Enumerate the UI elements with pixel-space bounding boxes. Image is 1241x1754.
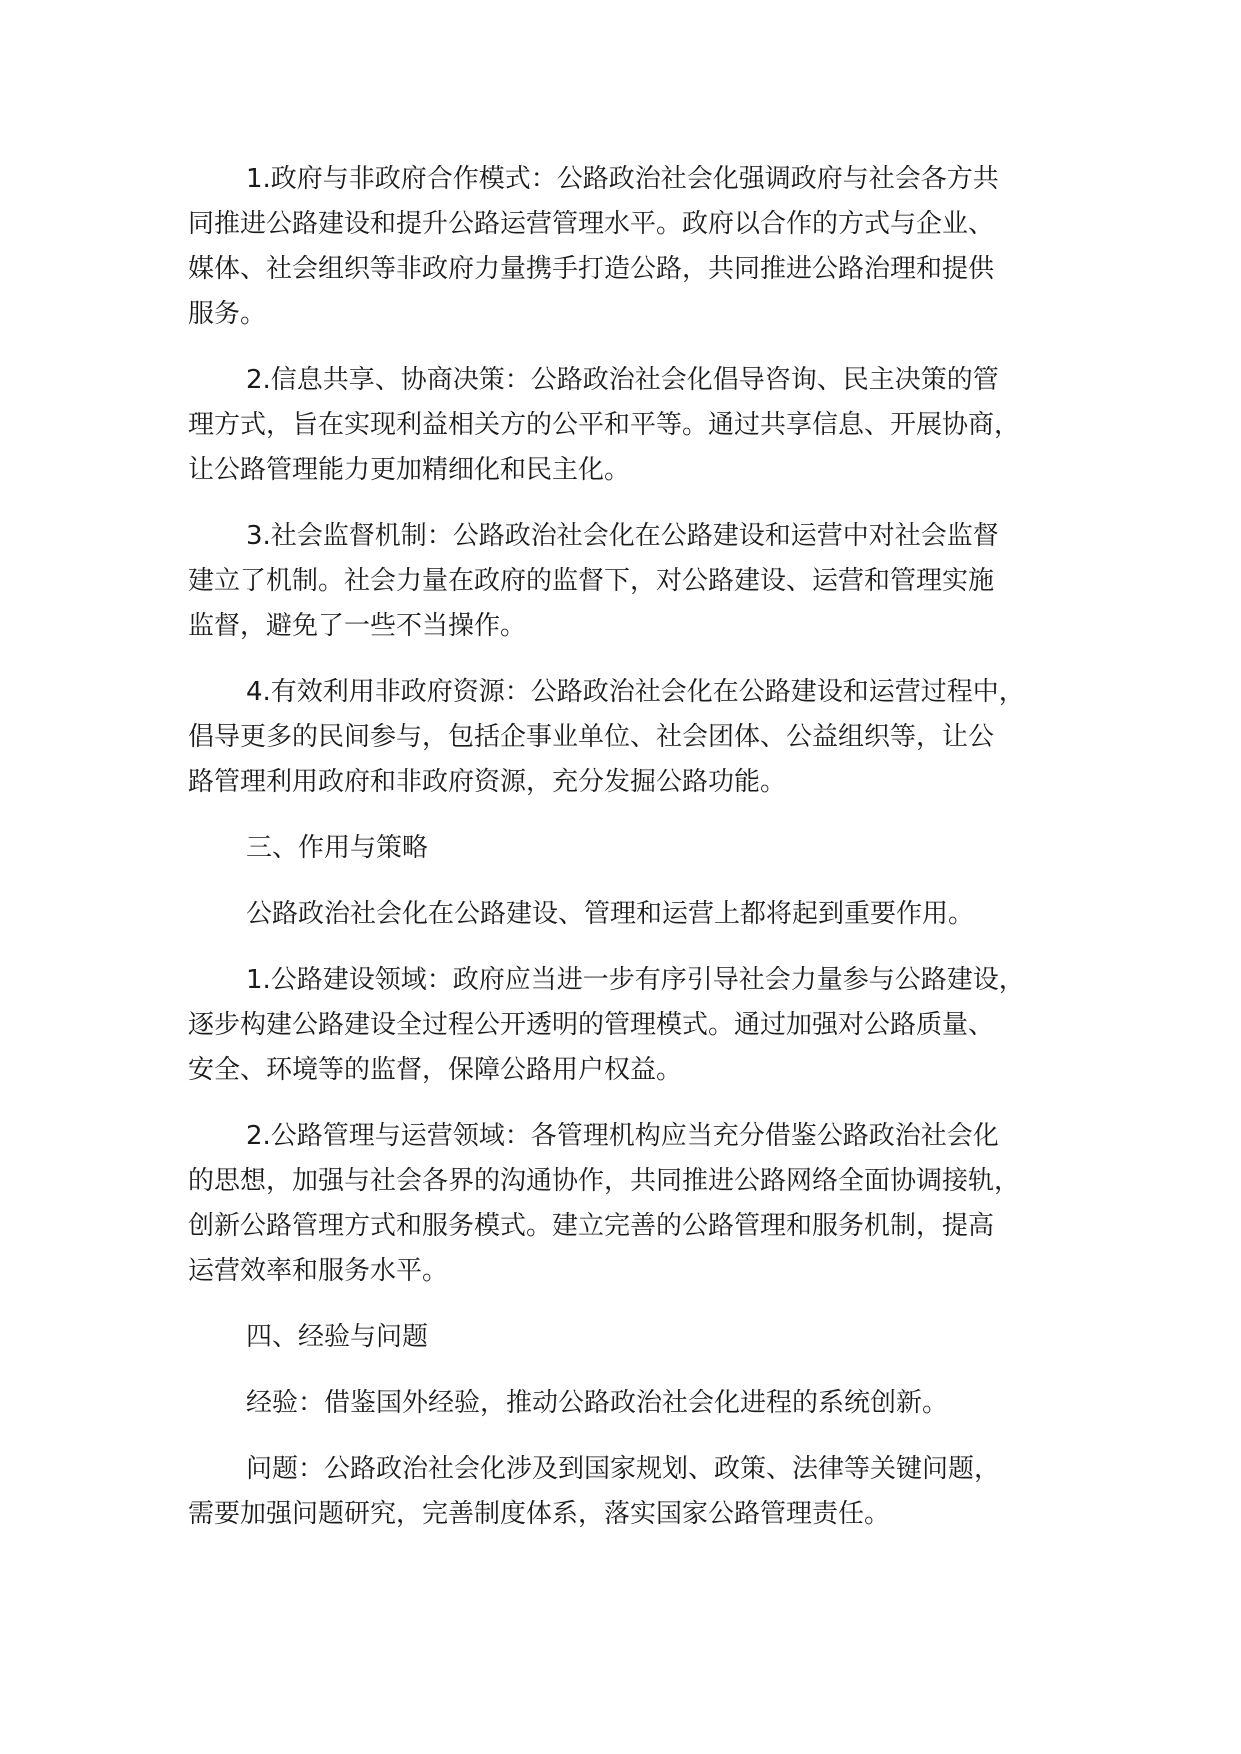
paragraph-info-sharing: 2.信息共享、协商决策：公路政治社会化倡导咨询、民主决策的管 理方式，旨在实现利益相关方的公平和平等。通过共享信息、开展协商， 让公路管理能力更加精细化和民主化。: [188, 365, 1021, 485]
paragraph-role-intro: 公路政治社会化在公路建设、管理和运营上都将起到重要作用。: [246, 899, 975, 929]
document-body: [188, 157, 1080, 1558]
paragraph-social-supervision: 3.社会监督机制：公路政治社会化在公路建设和运营中对社会监督 建立了机制。社会力量在政府的监督下，对公路建设、运营和管理实施 监督，避免了一些不当操作。: [188, 521, 999, 641]
paragraph-gov-nongov-cooperation: 1.政府与非政府合作模式：公路政治社会化强调政府与社会各方共 同推进公路建设和提升公路运营管理水平。政府以合作的方式与企业、 媒体、社会组织等非政府力量携手打造公路，共同推进公路治理和提供 服务。: [188, 164, 999, 329]
heading-experience-and-problems: 四、经验与问题: [246, 1322, 429, 1352]
paragraph-construction-field: 1.公路建设领域：政府应当进一步有序引导社会力量参与公路建设， 逐步构建公路建设全过程公开透明的管理模式。通过加强对公路质量、 安全、环境等的监督，保障公路用户权益。: [188, 965, 1025, 1085]
heading-role-and-strategy: 三、作用与策略: [246, 833, 429, 863]
paragraph-problems: 问题：公路政治社会化涉及到国家规划、政策、法律等关键问题， 需要加强问题研究，完善制度体系，落实国家公路管理责任。: [188, 1454, 1001, 1529]
paragraph-nongov-resources: 4.有效利用非政府资源：公路政治社会化在公路建设和运营过程中， 倡导更多的民间参与，包括企事业单位、社会团体、公益组织等，让公 路管理利用政府和非政府资源，充分发掘公路功能。: [188, 677, 1025, 797]
paragraph-management-field: 2.公路管理与运营领域：各管理机构应当充分借鉴公路政治社会化 的思想，加强与社会各界的沟通协作，共同推进公路网络全面协调接轨， 创新公路管理方式和服务模式。建立完善的公路管理和服务机制，提高 运营效率和服务水平。: [188, 1121, 1021, 1286]
paragraph-experience: 经验：借鉴国外经验，推动公路政治社会化进程的系统创新。: [246, 1388, 949, 1418]
